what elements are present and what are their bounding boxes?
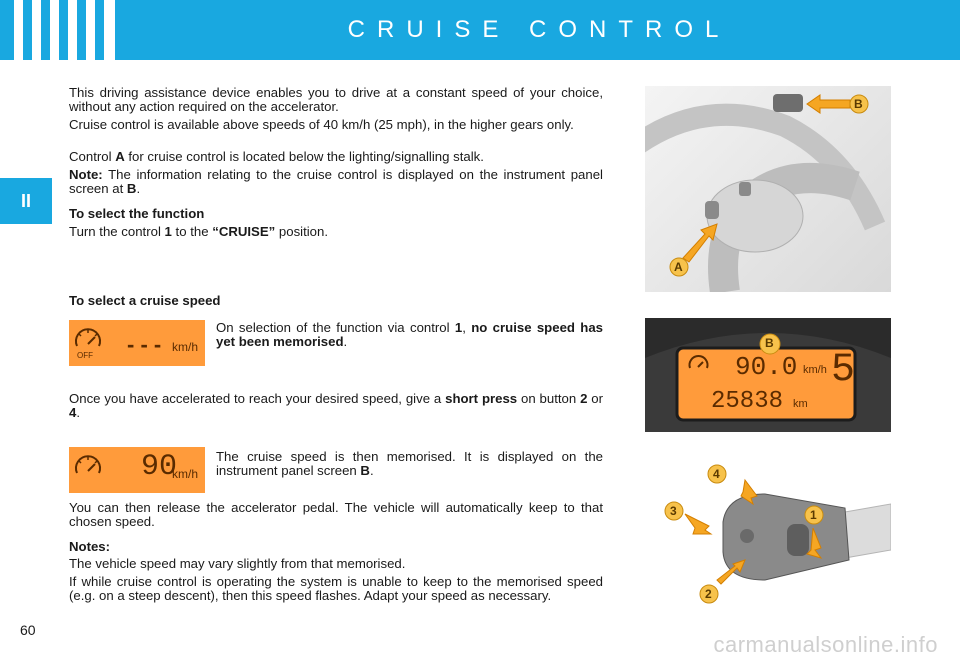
header-stripe bbox=[50, 0, 59, 60]
header-stripe bbox=[104, 0, 115, 60]
no-speed-memorised-text: On selection of the function via control 1, no cruise speed has yet been memorised. bbox=[216, 320, 604, 349]
notes-heading: Notes: bbox=[69, 539, 111, 554]
accelerate-text: Once you have accelerated to reach your desired speed, give a short press on button 2 or 4. bbox=[69, 391, 604, 420]
lcd-display-off bbox=[69, 320, 205, 366]
availability-paragraph: Cruise control is available above speeds of 40 km/h (25 mph), in the higher gears only. bbox=[69, 117, 574, 132]
cluster-odometer: 25838 bbox=[711, 388, 784, 415]
page-title: CRUISE CONTROL bbox=[347, 16, 731, 43]
label-a: A bbox=[674, 260, 683, 274]
select-function-text: Turn the control 1 to the “CRUISE” position. bbox=[69, 224, 329, 239]
lcd-dashes: - - - bbox=[127, 332, 162, 357]
speed-memorised-text: The cruise speed is then memorised. It is displayed on the instrument panel screen B. bbox=[216, 449, 603, 478]
lcd-display-speed bbox=[69, 447, 205, 493]
header-stripe bbox=[86, 0, 95, 60]
instrument-panel-photo bbox=[645, 318, 891, 432]
intro-paragraph: This driving assistance device enables you to drive at a constant speed of your choice, without any action required on the accelerator. bbox=[69, 85, 603, 114]
label-1: 1 bbox=[810, 508, 817, 522]
select-speed-heading: To select a cruise speed bbox=[69, 293, 221, 308]
stalk-illustration bbox=[645, 452, 891, 612]
steering-wheel-photo bbox=[645, 86, 891, 292]
chapter-tab: II bbox=[0, 178, 52, 224]
select-function-heading: To select the function bbox=[69, 206, 205, 221]
label-4: 4 bbox=[713, 467, 720, 481]
release-pedal-text: You can then release the accelerator pedal. The vehicle will automatically keep to that chosen speed. bbox=[69, 500, 603, 529]
cluster-gear: 5 bbox=[831, 348, 856, 393]
control-location-paragraph: Control A for cruise control is located below the lighting/signalling stalk. bbox=[69, 149, 484, 164]
label-b: B bbox=[854, 97, 863, 111]
label-3: 3 bbox=[670, 504, 677, 518]
header-stripe bbox=[68, 0, 77, 60]
watermark: carmanualsonline.info bbox=[713, 632, 938, 657]
note-paragraph: Note: The information relating to the cruise control is displayed on the instrument panel screen at B. bbox=[69, 167, 603, 196]
lcd-off-label: OFF bbox=[77, 351, 93, 360]
lcd-speed-value: 90 bbox=[141, 450, 178, 484]
cluster-speed: 90.0 bbox=[735, 352, 798, 382]
label-b: B bbox=[765, 336, 774, 350]
header-bar bbox=[0, 0, 960, 60]
label-2: 2 bbox=[705, 587, 712, 601]
page-number: 60 bbox=[20, 622, 36, 638]
lcd-unit: km/h bbox=[172, 467, 199, 481]
note-speed-flashes: If while cruise control is operating the system is unable to keep to the memorised speed (e.g. on a steep descent), then this speed flashes. Adapt your speed as necessary. bbox=[69, 574, 603, 603]
speedometer-icon bbox=[69, 447, 109, 493]
lcd-unit: km/h bbox=[172, 340, 199, 354]
cluster-unit: km/h bbox=[803, 364, 827, 376]
cruise-stalk-photo bbox=[645, 452, 891, 612]
header-stripe bbox=[32, 0, 41, 60]
cluster-odometer-unit: km bbox=[793, 398, 808, 410]
note-speed-vary: The vehicle speed may vary slightly from that memorised. bbox=[69, 556, 406, 571]
header-stripe bbox=[14, 0, 23, 60]
